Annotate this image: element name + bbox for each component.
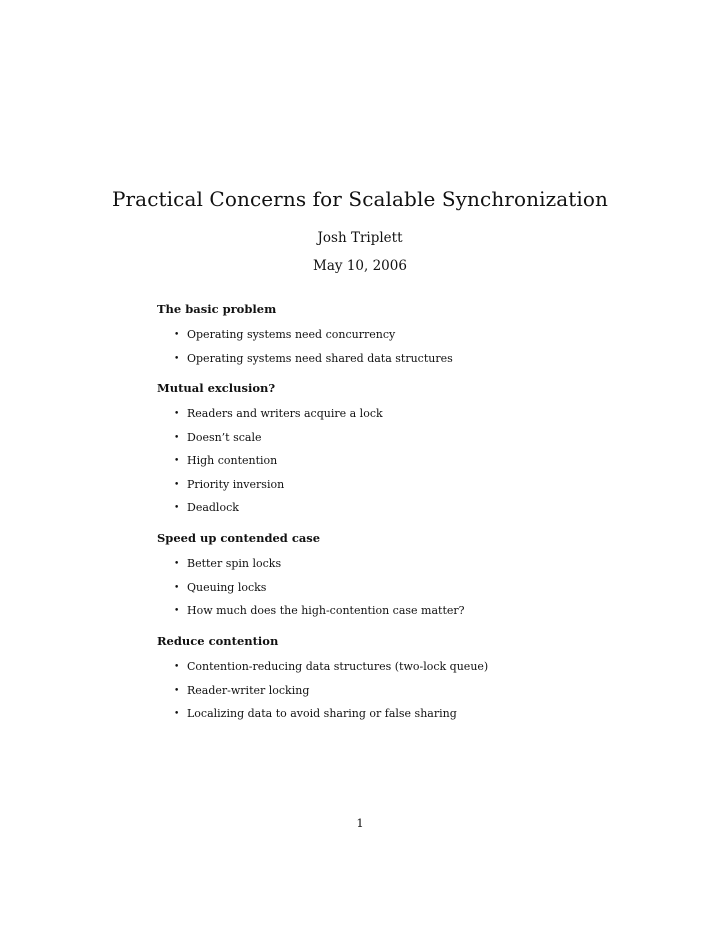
bullet-icon: • bbox=[174, 353, 180, 364]
bullet-list bbox=[157, 327, 577, 374]
list-item-text: Reader-writer locking bbox=[187, 683, 310, 697]
bullet-icon: • bbox=[174, 662, 180, 672]
section-heading: Mutual exclusion? bbox=[157, 381, 276, 395]
section-mutual-exclusion bbox=[157, 380, 577, 524]
bullet-list bbox=[157, 406, 577, 524]
list-item bbox=[157, 430, 577, 454]
list-item bbox=[157, 327, 577, 351]
list-item bbox=[157, 580, 577, 604]
list-item-text: High contention bbox=[187, 454, 278, 468]
list-item-text: Localizing data to avoid sharing or false sharing bbox=[187, 707, 457, 721]
bullet-icon: • bbox=[174, 559, 180, 569]
section-speed-up bbox=[157, 530, 577, 627]
section-heading: Speed up contended case bbox=[157, 531, 321, 545]
list-item bbox=[157, 477, 577, 501]
list-item-text: Deadlock bbox=[187, 501, 239, 515]
section-heading: Reduce contention bbox=[157, 634, 279, 648]
list-item-text: Queuing locks bbox=[187, 580, 267, 594]
list-item-text: Operating systems need shared data structures bbox=[187, 351, 453, 365]
bullet-icon: • bbox=[174, 330, 180, 340]
list-item bbox=[157, 603, 577, 627]
page-number: 1 bbox=[356, 816, 364, 830]
bullet-icon: • bbox=[174, 456, 180, 467]
bullet-icon: • bbox=[174, 685, 180, 696]
section-heading: The basic problem bbox=[157, 302, 277, 316]
list-item bbox=[157, 500, 577, 524]
list-item-text: Doesn’t scale bbox=[187, 430, 262, 444]
list-item bbox=[157, 659, 577, 683]
document-date: May 10, 2006 bbox=[313, 258, 407, 274]
document-author: Josh Triplett bbox=[317, 230, 403, 246]
list-item-text: How much does the high-contention case matter? bbox=[187, 604, 465, 618]
bullet-list bbox=[157, 659, 577, 730]
document-title: Practical Concerns for Scalable Synchronization bbox=[111, 187, 609, 211]
list-item-text: Operating systems need concurrency bbox=[187, 328, 396, 341]
list-item-text: Priority inversion bbox=[187, 477, 285, 491]
list-item-text: Contention-reducing data structures (two-lock queue) bbox=[187, 660, 489, 673]
bullet-list bbox=[157, 556, 577, 627]
section-reduce-contention bbox=[157, 633, 577, 730]
list-item-text: Readers and writers acquire a lock bbox=[187, 407, 383, 420]
list-item bbox=[157, 706, 577, 730]
bullet-icon: • bbox=[174, 432, 180, 443]
list-item bbox=[157, 683, 577, 707]
list-item bbox=[157, 351, 577, 375]
list-item-text: Better spin locks bbox=[187, 557, 282, 570]
section-basic-problem bbox=[157, 301, 577, 374]
bullet-icon: • bbox=[174, 606, 180, 617]
bullet-icon: • bbox=[174, 409, 180, 419]
list-item bbox=[157, 406, 577, 430]
list-item bbox=[157, 453, 577, 477]
bullet-icon: • bbox=[174, 503, 180, 514]
bullet-icon: • bbox=[174, 479, 180, 490]
bullet-icon: • bbox=[174, 582, 180, 593]
list-item bbox=[157, 556, 577, 580]
bullet-icon: • bbox=[174, 709, 180, 720]
